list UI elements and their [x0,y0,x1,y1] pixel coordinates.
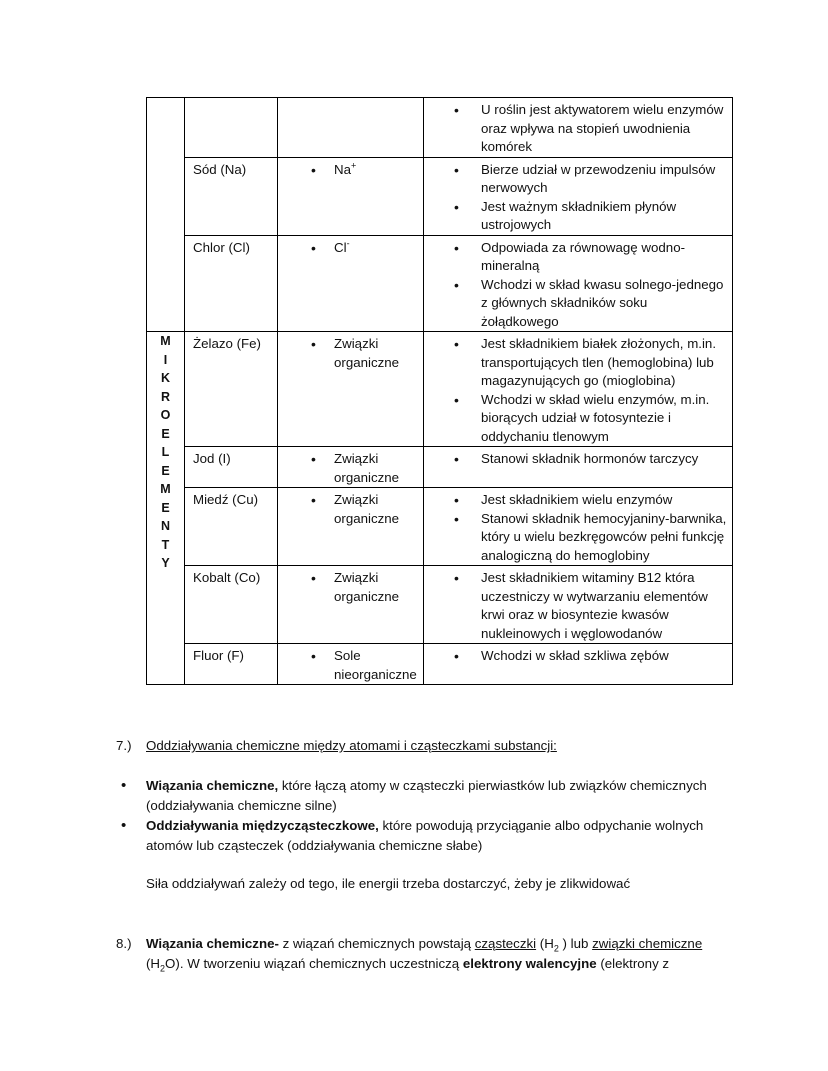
element-form-cell [278,566,424,644]
section-number: 8.) [116,936,132,951]
element-role-cell [424,157,733,235]
role-item: • U roślin jest aktywatorem wielu enzymów oraz wpływa na stopień uwodnienia komórek [424,101,728,157]
element-name-cell: Sód (Na) [185,157,278,235]
element-form-cell [278,488,424,566]
form-item: • Związki organiczne [278,335,419,372]
form-item: • Związki organiczne [278,569,419,606]
element-role-cell [424,644,733,685]
element-role-cell [424,332,733,447]
table-row [147,235,733,332]
element-form-cell [278,447,424,488]
element-form-cell [278,98,424,158]
role-item: • Wchodzi w skład wielu enzymów, m.in. biorących udział w fotosyntezie i oddychaniu tlenowym [424,391,728,447]
table-row [147,566,733,644]
section-title: Oddziaływania chemiczne między atomami i cząsteczkami substancji: [146,738,557,753]
element-role-cell [424,566,733,644]
role-item: • Jest składnikiem wielu enzymów [424,491,728,510]
list-item: • Oddziaływania międzycząsteczkowe, które powodują przyciąganie albo odpychanie wolnych atomów lub cząsteczek (oddziaływania chemiczne słabe) [116,816,736,856]
element-form-cell [278,157,424,235]
form-item: • Sole nieorganiczne [278,647,419,684]
element-name-cell [185,98,278,158]
role-item: • Wchodzi w skład szkliwa zębów [424,647,728,666]
form-item: • Związki organiczne [278,491,419,528]
element-name-cell: Żelazo (Fe) [185,332,278,447]
element-name-cell: Miedź (Cu) [185,488,278,566]
table-row [147,644,733,685]
role-item: • Jest składnikiem białek złożonych, m.in. transportujących tlen (hemoglobina) lub magazynujących go (mioglobina) [424,335,728,391]
element-role-cell [424,235,733,332]
section-7-heading [116,736,557,756]
table-row [147,447,733,488]
table-row [147,332,733,447]
group-label-mikroelementy: M I K R O E L E M E N T Y [147,332,185,685]
form-item: • Związki organiczne [278,450,419,487]
element-form-cell [278,235,424,332]
section-7-bullets [116,776,736,856]
element-form-cell [278,644,424,685]
form-item: • Na+ [278,161,419,180]
element-name-cell: Jod (I) [185,447,278,488]
element-role-cell [424,488,733,566]
table-row [147,488,733,566]
element-name-cell: Chlor (Cl) [185,235,278,332]
role-item: • Jest składnikiem witaminy B12 która uczestniczy w wytwarzaniu elementów krwi oraz w biosyntezie kwasów nukleinowych i węglowodanów [424,569,728,643]
list-item: • Wiązania chemiczne, które łączą atomy w cząsteczki pierwiastków lub związków chemicznych (oddziaływania chemiczne silne) [116,776,736,816]
section-7-note: Siła oddziaływań zależy od tego, ile energii trzeba dostarczyć, żeby je zlikwidować [146,876,631,891]
section-number: 7.) [116,738,132,753]
element-name-cell: Kobalt (Co) [185,566,278,644]
element-role-cell [424,98,733,158]
role-item: • Odpowiada za równowagę wodno-mineralną [424,239,728,276]
role-item: • Wchodzi w skład kwasu solnego-jednego z głównych składników soku żołądkowego [424,276,728,332]
group-cell-macro [147,98,185,332]
element-name-cell: Fluor (F) [185,644,278,685]
elements-table [146,97,733,685]
role-item: • Stanowi składnik hormonów tarczycy [424,450,728,469]
section-8-paragraph: 8.) Wiązania chemiczne- z wiązań chemicznych powstają cząsteczki ($H_2$ ) lub związki chemiczne $(H_2O)$. W tworzeniu wiązań chemicznych uczestniczą elektrony walencyjne (elektrony z [116,936,703,974]
table-row [147,98,733,158]
element-form-cell [278,332,424,447]
form-item: • Cl- [278,239,419,258]
role-item: • Jest ważnym składnikiem płynów ustrojowych [424,198,728,235]
table-row [147,157,733,235]
role-item: • Bierze udział w przewodzeniu impulsów nerwowych [424,161,728,198]
element-role-cell [424,447,733,488]
role-item: • Stanowi składnik hemocyjaniny-barwnika, który u wielu bezkręgowców pełni funkcję analogiczną do hemoglobiny [424,510,728,566]
